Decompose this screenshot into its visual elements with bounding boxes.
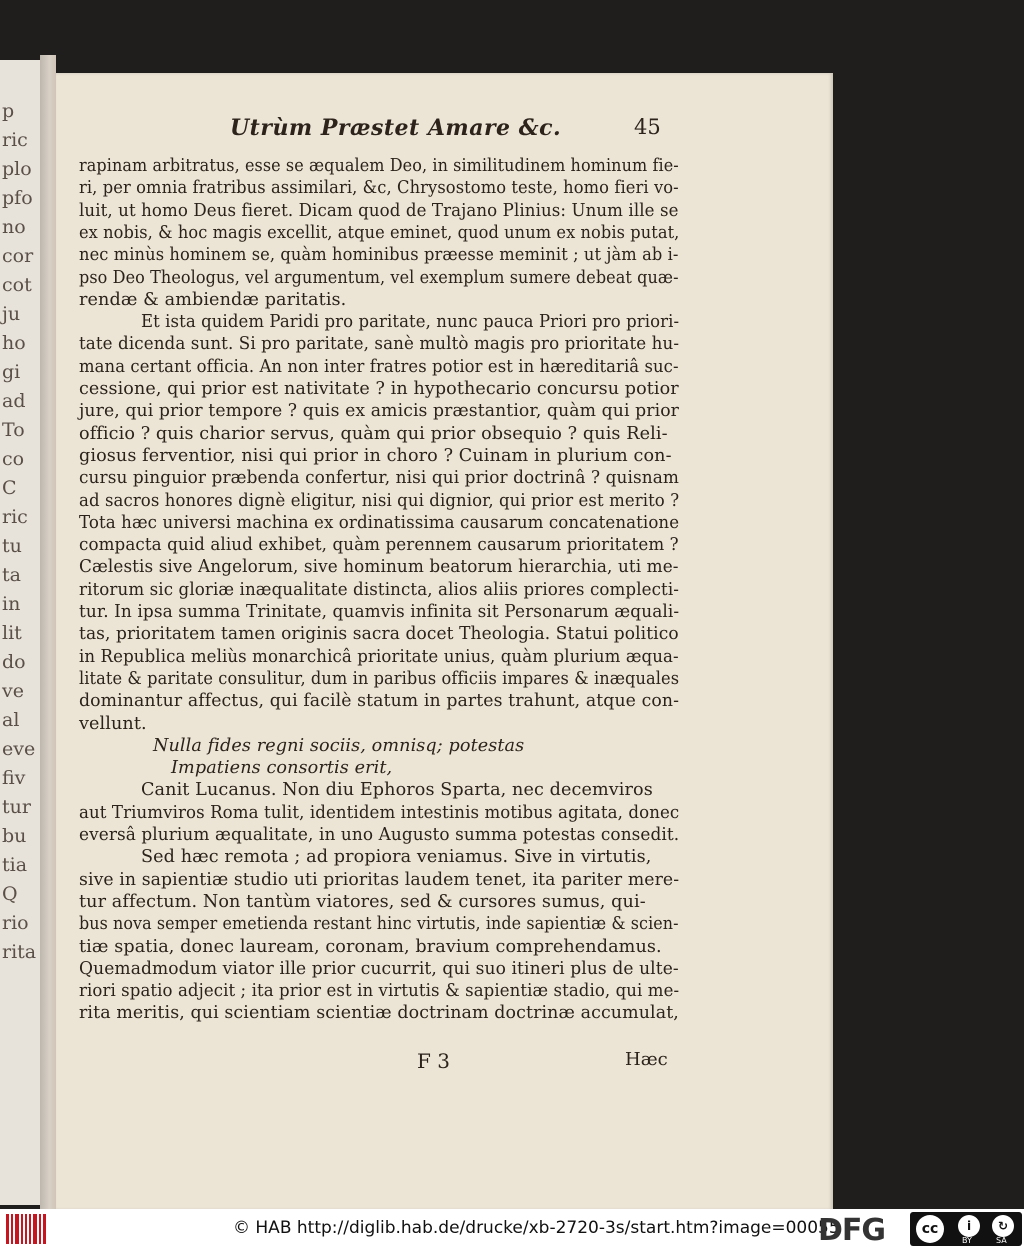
- prev-page-fragment: ve: [2, 680, 24, 702]
- prev-page-fragment: gi: [2, 361, 21, 383]
- text-line: vellunt.: [79, 713, 147, 734]
- prev-page-fragment: bu: [2, 825, 27, 847]
- prev-page-fragment: p: [2, 100, 15, 122]
- text-line: Tota hæc universi machina ex ordinatissima causarum concatenatione: [79, 512, 680, 533]
- text-line: ad sacros honores dignè eligitur, nisi qui dignior, qui prior est merito ?: [79, 490, 680, 511]
- catchword: Hæc: [625, 1049, 668, 1070]
- text-line: luit, ut homo Deus fieret. Dicam quod de Trajano Plinius: Unum ille se: [79, 200, 679, 221]
- text-line: in Republica meliùs monarchicâ prioritate unius, quàm plurium æqua-: [79, 646, 679, 667]
- text-line: Impatiens consortis erit,: [171, 758, 393, 779]
- prev-page-fragment: cor: [2, 245, 34, 267]
- by-person-icon: i: [958, 1215, 980, 1237]
- page-number: 45: [634, 115, 661, 139]
- page-footer: [79, 1049, 699, 1075]
- text-line: rendæ & ambiendæ paritatis.: [79, 289, 347, 310]
- text-line: Cælestis sive Angelorum, sive hominum beatorum hierarchia, uti me-: [79, 557, 679, 578]
- prev-page-fragment: co: [2, 448, 25, 470]
- cc-license-badge[interactable]: [910, 1212, 1022, 1246]
- text-line: Et ista quidem Paridi pro paritate, nunc pauca Priori pro priori-: [141, 312, 680, 333]
- text-line: bus nova semper emetienda restant hinc virtutis, inde sapientiæ & scien-: [79, 914, 679, 935]
- text-line: Quemadmodum viator ille prior cucurrit, qui suo itineri plus de ulte-: [79, 958, 679, 979]
- text-line: Nulla fides regni sociis, omnisq; potestas: [153, 735, 525, 756]
- text-line: tate dicenda sunt. Si pro paritate, sanè multò magis pro prioritate hu-: [79, 334, 680, 355]
- prev-page-fragment: eve: [2, 738, 36, 760]
- prev-page-fragment: cot: [2, 274, 32, 296]
- prev-page-fragment: fiv: [2, 767, 26, 789]
- text-line: rapinam arbitratus, esse se æqualem Deo, in similitudinem hominum fie-: [79, 156, 679, 176]
- viewer-footer-bar: [0, 1209, 1024, 1249]
- prev-page-fragment: rio: [2, 912, 29, 934]
- sa-label: SA: [996, 1236, 1007, 1245]
- prev-page-fragment: ric: [2, 129, 28, 151]
- prev-page-fragment: tia: [2, 854, 28, 876]
- text-line: pso Deo Theologus, vel argumentum, vel exemplum sumere debeat quæ-: [79, 267, 679, 288]
- prev-page-fragment: tur: [2, 796, 31, 818]
- running-title: Utrùm Præstet Amare &c.: [230, 115, 562, 141]
- text-line: compacta quid aliud exhibet, quàm perennem causarum prioritatem ?: [79, 535, 679, 556]
- hab-barcode-logo: [6, 1214, 46, 1244]
- text-line: ritorum sic gloriæ inæqualitate distincta, alios aliis priores complecti-: [79, 579, 679, 600]
- text-line: officio ? quis charior servus, quàm qui prior obsequio ? quis Reli-: [79, 423, 668, 444]
- text-line: tur. In ipsa summa Trinitate, quamvis infinita sit Personarum æquali-: [79, 602, 680, 622]
- prev-page-fragment: ta: [2, 564, 21, 586]
- text-line: ri, per omnia fratribus assimilari, &c, Chrysostomo teste, homo fieri vo-: [79, 178, 679, 199]
- prev-page-fragment: pfo: [2, 187, 33, 209]
- page-header: [230, 115, 830, 145]
- prev-page-fragment: lit: [2, 622, 22, 644]
- previous-page-edge: [0, 60, 40, 1205]
- text-line: cursu pinguior præbenda confertur, nisi qui prior doctrinâ ? quisnam: [79, 468, 680, 489]
- text-line: litate & paritate consulitur, dum in paribus officiis impares & inæquales: [79, 668, 680, 689]
- prev-page-fragment: plo: [2, 158, 32, 180]
- prev-page-fragment: in: [2, 593, 21, 615]
- prev-page-fragment: C: [2, 477, 17, 499]
- signature-mark: F 3: [417, 1049, 450, 1073]
- by-label: BY: [962, 1236, 972, 1245]
- text-line: eversâ plurium æqualitate, in uno Augusto summa potestas consedit.: [79, 825, 680, 845]
- prev-page-fragment: ju: [2, 303, 21, 325]
- text-line: aut Triumviros Roma tulit, identidem intestinis motibus agitata, donec: [79, 802, 680, 823]
- prev-page-fragment: ric: [2, 506, 28, 528]
- copyright-link[interactable]: © HAB http://diglib.hab.de/drucke/xb-2720-3s/start.htm?image=00055: [233, 1218, 840, 1238]
- text-line: tiæ spatia, donec lauream, coronam, bravium comprehendamus.: [79, 936, 662, 957]
- text-line: Canit Lucanus. Non diu Ephoros Sparta, nec decemviros: [141, 780, 653, 801]
- book-page: [56, 73, 833, 1209]
- book-gutter: [40, 55, 56, 1209]
- dfg-logo: DFG: [818, 1213, 886, 1248]
- prev-page-fragment: no: [2, 216, 26, 238]
- text-line: dominantur affectus, qui facilè statum in partes trahunt, atque con-: [79, 691, 680, 712]
- text-line: nec minùs hominem se, quàm hominibus præesse meminit ; ut jàm ab i-: [79, 245, 679, 266]
- text-line: cessione, qui prior est nativitate ? in hypothecario concursu potior: [79, 379, 679, 399]
- prev-page-fragment: ad: [2, 390, 26, 412]
- prev-page-fragment: Q: [2, 883, 18, 905]
- text-line: giosus ferventior, nisi qui prior in choro ? Cuinam in plurium con-: [79, 445, 672, 466]
- cc-icon: cc: [916, 1215, 944, 1243]
- prev-page-fragment: rita: [2, 941, 37, 963]
- prev-page-fragment: tu: [2, 535, 22, 557]
- prev-page-fragment: To: [2, 419, 25, 441]
- text-line: ex nobis, & hoc magis excellit, atque eminet, quod unum ex nobis putat,: [79, 222, 680, 243]
- share-alike-icon: ↻: [992, 1215, 1014, 1237]
- text-line: tur affectum. Non tantùm viatores, sed & cursores sumus, qui-: [79, 891, 646, 912]
- prev-page-fragment: ho: [2, 332, 26, 354]
- text-line: sive in sapientiæ studio uti prioritas laudem tenet, ita pariter mere-: [79, 869, 680, 890]
- text-line: riori spatio adjecit ; ita prior est in virtutis & sapientiæ stadio, qui me-: [79, 981, 680, 1002]
- text-line: tas, prioritatem tamen originis sacra docet Theologia. Statui politico: [79, 624, 679, 645]
- prev-page-fragment: do: [2, 651, 26, 673]
- text-line: jure, qui prior tempore ? quis ex amicis præstantior, quàm qui prior: [79, 401, 679, 422]
- prev-page-fragment: al: [2, 709, 20, 731]
- text-line: mana certant officia. An non inter fratres potior est in hæreditariâ suc-: [79, 356, 679, 377]
- text-line: rita meritis, qui scientiam scientiæ doctrinam doctrinæ accumulat,: [79, 1003, 679, 1024]
- text-line: Sed hæc remota ; ad propiora veniamus. Sive in virtutis,: [141, 847, 652, 868]
